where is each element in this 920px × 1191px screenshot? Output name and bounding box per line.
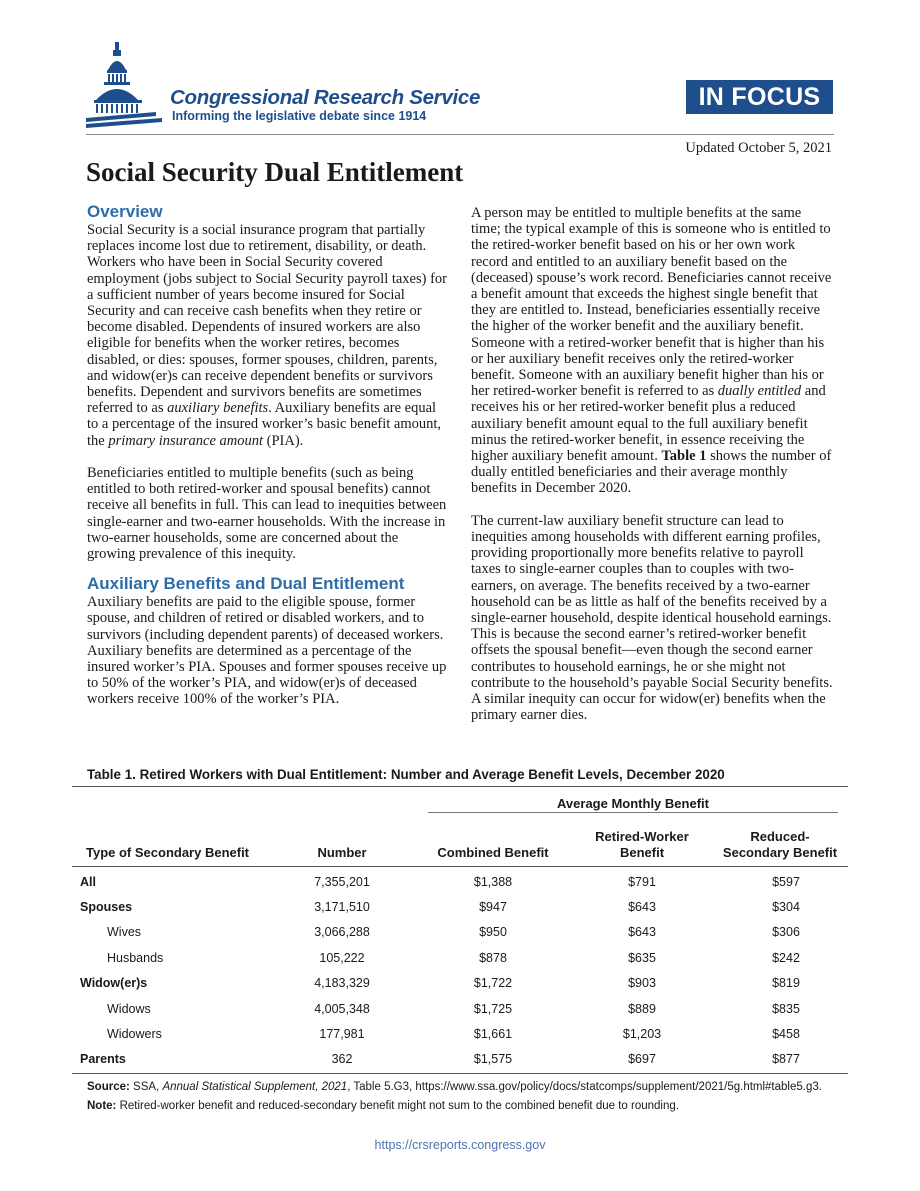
table-top-rule [72,786,848,787]
cell-retired-worker-benefit: $889 [628,1001,656,1016]
spacer-cell [704,920,724,945]
cell-retired-worker-benefit: $643 [628,925,656,940]
cell-number: 3,066,288 [314,925,370,940]
cell-combined-benefit: $1,661 [473,1027,513,1042]
benefits-table [72,869,848,1072]
inequity-paragraph: The current-law auxiliary benefit structure can lead to inequities among households with different earning profiles, providing proportionally more benefits relative to payroll taxes to single-earner couples than to couples with two-earners, on average. The benefits received by a two-earner household can be as little as half of the benefits received by a single-earner household, despite identical household earnings. This is because the second earner’s retired-worker benefit offsets the spousal benefit—even though the second earner contributes to household earnings, he or she might not contribute to the household’s payable Social Security benefits. A similar inequity can occur for widow(er) benefits when the primary earner dies. [471,512,833,724]
average-monthly-benefit-header: Average Monthly Benefit [557,796,709,811]
org-tagline: Informing the legislative debate since 1914 [172,109,427,123]
cell-reduced-secondary-benefit: $877 [772,1052,800,1067]
cell-combined-benefit: $1,722 [473,976,513,991]
spacer-cell [384,1021,428,1046]
table-row [72,996,848,1021]
cell-retired-worker-benefit: $791 [628,874,656,889]
spacer-cell [558,894,580,919]
col-header-type: Type of Secondary Benefit [86,845,250,860]
spacer-cell [384,920,428,945]
left-column [87,202,449,724]
col-header-reduced-secondary: Reduced- Secondary Benefit [722,829,838,860]
group-header-rule [428,812,838,813]
cell-combined-benefit: $1,575 [473,1052,513,1067]
spacer-cell [704,971,724,996]
table-row [72,971,848,996]
table-row [72,894,848,919]
in-focus-badge: IN FOCUS [686,80,833,114]
cell-reduced-secondary-benefit: $304 [772,900,800,915]
spacer-cell [384,971,428,996]
cell-retired-worker-benefit: $903 [628,976,656,991]
col-header-retired-worker: Retired-Worker Benefit [595,829,689,860]
spacer-cell [384,945,428,970]
spacer-cell [558,920,580,945]
spacer-cell [558,869,580,894]
cell-combined-benefit: $1,388 [473,874,513,889]
cell-type: Widowers [107,1027,162,1042]
table-row [72,945,848,970]
cell-number: 105,222 [319,950,365,965]
cell-number: 177,981 [319,1027,365,1042]
spacer-cell [384,869,428,894]
spacer-cell [558,1047,580,1072]
updated-date: Updated October 5, 2021 [685,140,832,156]
cell-type: Spouses [80,900,133,915]
right-column [471,205,834,740]
cell-type: Husbands [107,950,164,965]
cell-type: Widows [107,1001,151,1016]
cell-retired-worker-benefit: $1,203 [622,1027,662,1042]
table-bottom-rule [72,1073,848,1074]
col-header-number: Number [317,845,367,860]
auxiliary-paragraph: Auxiliary benefits are paid to the eligible spouse, former spouse, and children of retired or disabled workers, and to survivors (including dependent parents) of deceased workers. Auxiliary benefits are determined as a percentage of the insured worker’s PIA. Spouses and former spouses receive up to 50% of the worker’s PIA, and widow(er)s of deceased workers receive 100% of the worker’s PIA. [87,594,447,708]
cell-reduced-secondary-benefit: $242 [772,950,800,965]
auxiliary-heading: Auxiliary Benefits and Dual Entitlement [87,574,405,594]
spacer-cell [704,1021,724,1046]
col-header-combined: Combined Benefit [437,845,549,860]
overview-heading: Overview [87,202,163,221]
table-row [72,869,848,894]
page-title: Social Security Dual Entitlement [86,157,464,187]
spacer-cell [704,894,724,919]
cell-combined-benefit: $1,725 [473,1001,513,1016]
header-divider [86,134,834,135]
cell-number: 4,183,329 [314,976,370,991]
cell-reduced-secondary-benefit: $306 [772,925,800,940]
spacer-cell [704,996,724,1021]
table-row [72,920,848,945]
spacer-cell [558,945,580,970]
footer-url-link[interactable]: https://crsreports.congress.gov [374,1138,546,1152]
table-source-note [87,1078,847,1116]
cell-number: 4,005,348 [314,1001,370,1016]
cell-combined-benefit: $947 [479,900,507,915]
spacer-cell [384,894,428,919]
capitol-dome-logo [86,40,166,130]
cell-type: Widow(er)s [80,976,148,991]
cell-number: 3,171,510 [314,900,370,915]
overview-paragraph-2: Beneficiaries entitled to multiple benefits (such as being entitled to both retired-worker and spousal benefits) cannot receive all benefits in full. This can lead to inequities between single-earner and two-earner households. With the increase in two-earner households, some are concerned about the growing prevalence of this inequity. [87,465,447,563]
cell-retired-worker-benefit: $635 [628,950,656,965]
spacer-cell [704,1047,724,1072]
cell-reduced-secondary-benefit: $835 [772,1001,800,1016]
note-line: Note: Retired-worker benefit and reduced-secondary benefit might not sum to the combined benefit due to rounding. [87,1100,679,1112]
cell-reduced-secondary-benefit: $819 [772,976,800,991]
spacer-cell [558,1021,580,1046]
cell-type: Wives [107,925,142,940]
cell-number: 7,355,201 [314,874,370,889]
spacer-cell [558,971,580,996]
table-header-rule [72,866,848,867]
table-title: Table 1. Retired Workers with Dual Entitlement: Number and Average Benefit Levels, December 2020 [87,767,725,782]
spacer-cell [704,945,724,970]
cell-combined-benefit: $878 [479,950,507,965]
cell-retired-worker-benefit: $643 [628,900,656,915]
cell-type: Parents [80,1052,126,1067]
cell-reduced-secondary-benefit: $458 [772,1027,800,1042]
cell-combined-benefit: $950 [479,925,507,940]
spacer-cell [384,1047,428,1072]
table-row [72,1047,848,1072]
spacer-cell [558,996,580,1021]
cell-number: 362 [331,1052,353,1067]
cell-type: All [80,874,96,889]
source-line: Source: SSA, Annual Statistical Supplement, 2021, Table 5.G3, https://www.ssa.gov/policy/docs/statcomps/supplement/2021/5g.html#table5.g3. [87,1081,822,1093]
spacer-cell [384,996,428,1021]
cell-retired-worker-benefit: $697 [628,1052,656,1067]
dual-entitlement-paragraph: A person may be entitled to multiple benefits at the same time; the typical example of this is someone who is entitled to the retired-worker benefit based on his or her own work record and entitled to an auxiliary benefit based on the (deceased) spouse’s work record. Beneficiaries cannot receive a benefit amount that exceeds the highest single benefit that they are entitled to. Instead, beneficiaries essentially receive the higher of the worker benefit and the auxiliary benefit. Someone with a retired-worker benefit that is higher than his or her auxiliary benefit receives only the retired-worker benefit. Someone with an auxiliary benefit higher than his or her retired-worker benefit is referred to as dually entitled and receives his or her retired-worker benefit plus a reduced auxiliary benefit amount equal to the full auxiliary benefit minus the retired-worker benefit, in essence receiving the higher auxiliary benefit amount. Table 1 shows the number of dually entitled beneficiaries and their average monthly benefits in December 2020. [471,205,832,497]
table-row [72,1021,848,1046]
overview-paragraph-1: Social Security is a social insurance program that partially replaces income lost due to retirement, disability, or death. Workers who have been in Social Security covered employment (jobs subject to Social Security payroll taxes) for a sufficient number of years become insured for Social Security and can receive cash benefits when they retire or become disabled. Dependents of insured workers are also eligible for benefits when the worker retires, becomes disabled, or dies: spouses, former spouses, children, parents, and widow(er)s can receive dependent benefits or survivors benefits. Dependent and survivors benefits are sometimes referred to as auxiliary benefits. Auxiliary benefits are equal to a percentage of the insured worker’s basic benefit amount, the primary insurance amount (PIA). [87,222,448,449]
spacer-cell [704,869,724,894]
org-name: Congressional Research Service [170,86,481,109]
cell-reduced-secondary-benefit: $597 [772,874,800,889]
